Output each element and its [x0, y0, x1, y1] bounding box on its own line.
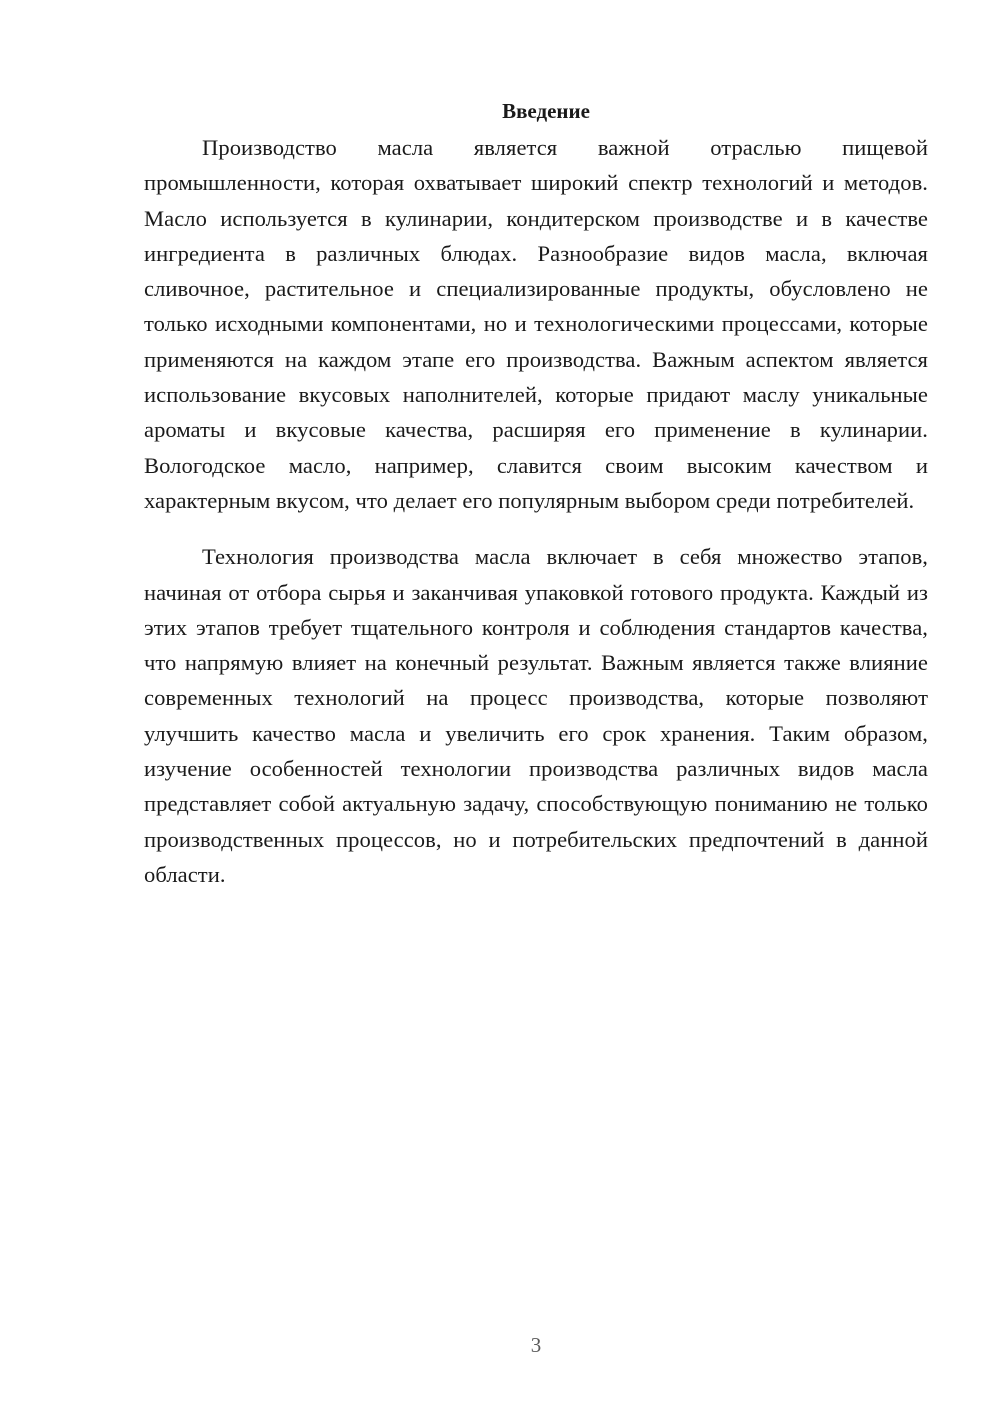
page-number: 3	[530, 1333, 542, 1357]
section-heading: Введение	[502, 99, 590, 123]
paragraph-intro: Производство масла является важной отраслью пищевой промышленности, которая охватывает широкий спектр технологий и методов. Масло используется в кулинарии, кондитерском производстве и в качестве ингредиента в различных блюдах. Разнообразие видов масла, включая сливочное, растительное и специализированные продукты, обусловлено не только исходными компонентами, но и технологическими процессами, которые применяются на каждом этапе его производства. Важным аспектом является использование вкусовых наполнителей, которые придают маслу уникальные ароматы и вкусовые качества, расширяя его применение в кулинарии. Вологодское масло, например, славится своим высоким качеством и характерным вкусом, что делает его популярным выбором среди потребителей.	[144, 135, 928, 513]
page-content	[144, 95, 928, 892]
paragraph-technology: Технология производства масла включает в себя множество этапов, начиная от отбора сырья и заканчивая упаковкой готового продукта. Каждый из этих этапов требует тщательного контроля и соблюдения стандартов качества, что напрямую влияет на конечный результат. Важным является также влияние современных технологий на процесс производства, которые позволяют улучшить качество масла и увеличить его срок хранения. Таким образом, изучение особенностей технологии производства различных видов масла представляет собой актуальную задачу, способствующую пониманию не только производственных процессов, но и потребительских предпочтений в данной области.	[144, 544, 928, 887]
